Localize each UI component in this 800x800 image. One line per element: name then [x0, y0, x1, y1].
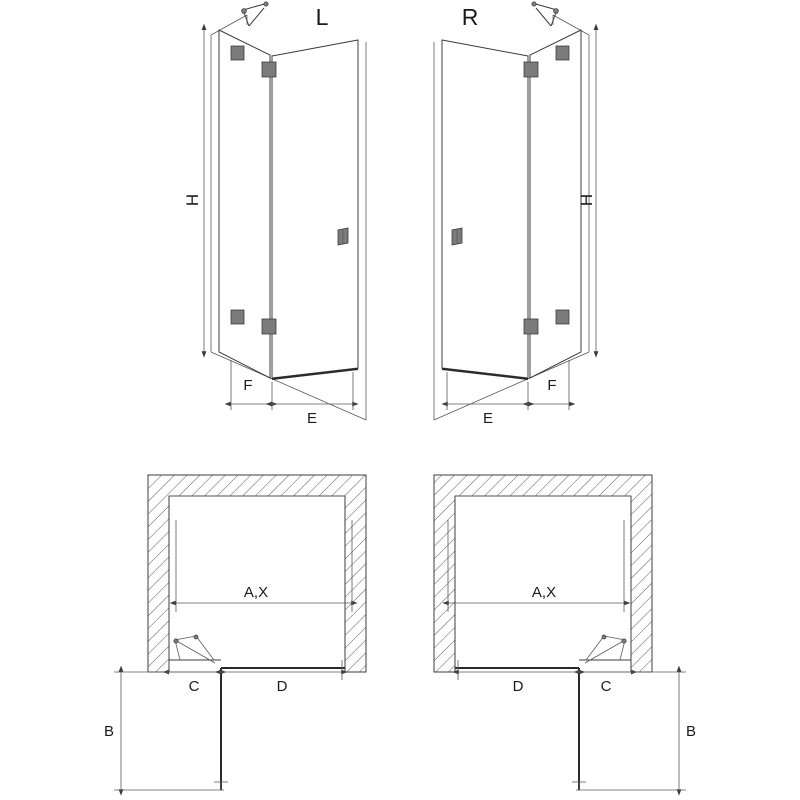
plan-left-hinge-profile: [169, 635, 221, 672]
label-plan-left-door-leaf: C: [188, 678, 200, 695]
label-left-version: L: [315, 4, 329, 30]
label-front-right-fixed: F: [547, 377, 557, 394]
label-front-right-height: H: [577, 193, 596, 207]
label-plan-right-depth: B: [685, 723, 697, 740]
label-front-right-door: E: [482, 410, 494, 427]
label-plan-right-fixed-leaf: D: [512, 678, 524, 695]
label-plan-left-fixed-leaf: D: [276, 678, 288, 695]
plan-right-leaf-dimensions: [458, 660, 631, 680]
front-right-handle: [452, 228, 462, 245]
plan-view-right: [434, 475, 686, 790]
front-left-door-bottom-edge: [272, 369, 358, 379]
front-left-door-panel: [272, 40, 358, 378]
plan-view-left: [114, 475, 366, 790]
front-right-door-panel: [442, 40, 528, 378]
front-left-handle: [338, 228, 348, 245]
label-plan-left-depth: B: [103, 723, 115, 740]
front-left-hinges: [231, 46, 276, 334]
front-left-stabilizer-bar: [242, 2, 269, 26]
front-right-stabilizer-bar: [532, 2, 559, 26]
front-right-door-bottom-edge: [442, 369, 528, 379]
plan-right-hinge-profile: [579, 635, 631, 672]
label-front-left-fixed: F: [243, 377, 253, 394]
plan-left-leaf-dimensions: [169, 660, 342, 680]
plan-left-depth-dimension: [114, 672, 224, 790]
label-front-left-door: E: [306, 410, 318, 427]
front-view-left: [204, 2, 366, 420]
plan-right-walls: [434, 475, 652, 672]
label-plan-right-width: A,X: [531, 584, 557, 601]
label-plan-left-width: A,X: [243, 584, 269, 601]
label-front-left-height: H: [183, 193, 202, 207]
front-right-hinges: [524, 46, 569, 334]
plan-right-depth-dimension: [576, 672, 686, 790]
plan-left-walls: [148, 475, 366, 672]
label-right-version: R: [461, 4, 479, 30]
label-plan-right-door-leaf: C: [600, 678, 612, 695]
front-view-right: [434, 2, 596, 420]
